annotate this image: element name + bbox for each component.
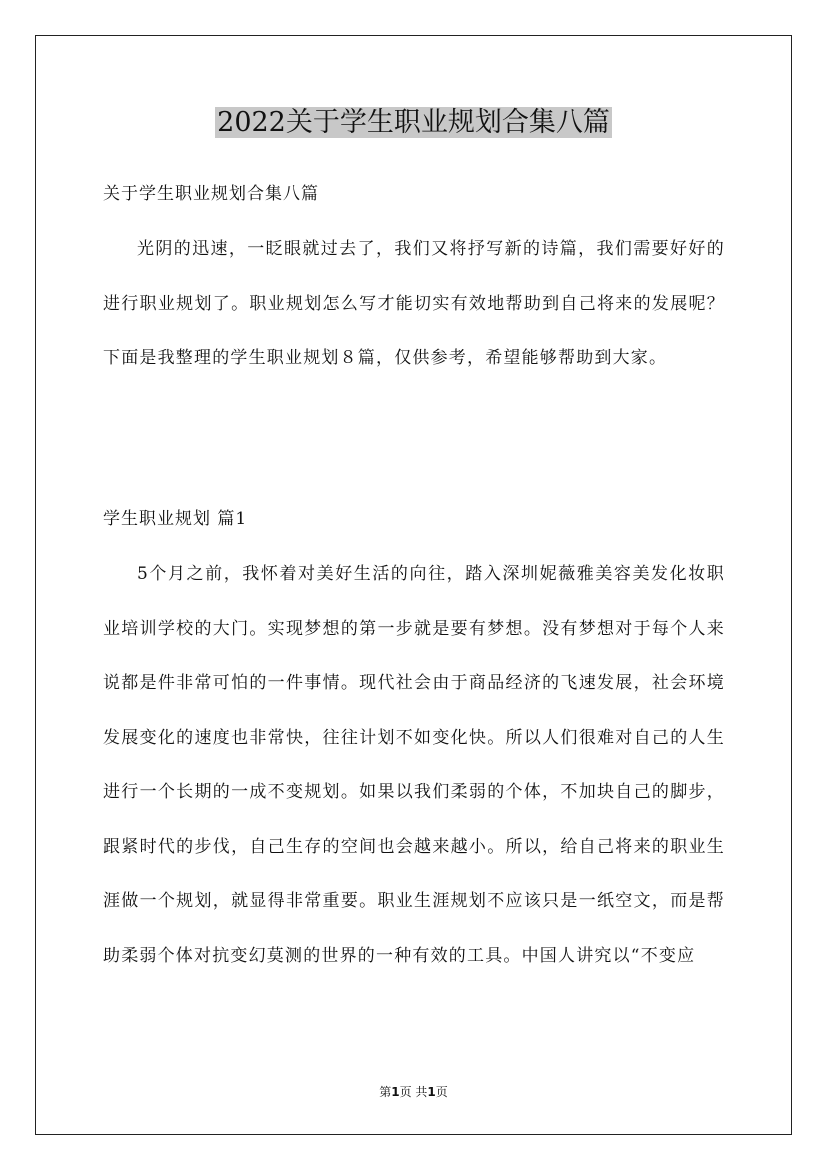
footer-page-number: 1 bbox=[391, 1085, 400, 1099]
footer-page-mid: 页 共 bbox=[399, 1085, 428, 1099]
footer-page-suffix: 页 bbox=[435, 1085, 448, 1099]
section-paragraph: 5个月之前，我怀着对美好生活的向往，踏入深圳妮薇雅美容美发化妆职业培训学校的大门。实现梦想的第一步就是要有梦想。没有梦想对于每个人来说都是件非常可怕的一件事情。现代社会由于商品经济的飞速发展，社会环境发展变化的速度也非常快，往往计划不如变化快。所以人们很难对自己的人生进行一个长期的一成不变规划。如果以我们柔弱的个体，不加块自己的脚步，跟紧时代的步伐，自己生存的空间也会越来越小。所以，给自己将来的职业生涯做一个规划，就显得非常重要。职业生涯规划不应该只是一纸空文，而是帮助柔弱个体对抗变幻莫测的世界的一种有效的工具。中国人讲究以“不变应 bbox=[103, 564, 725, 966]
section-heading: 学生职业规划 篇1 bbox=[103, 509, 248, 529]
document-subtitle: 关于学生职业规划合集八篇 bbox=[103, 184, 319, 204]
footer-page-total: 1 bbox=[427, 1085, 436, 1099]
document-title-text: 2022关于学生职业规划合集八篇 bbox=[217, 107, 610, 138]
footer-page-prefix: 第 bbox=[379, 1085, 392, 1099]
document-title bbox=[0, 102, 827, 144]
intro-paragraph: 光阴的迅速，一眨眼就过去了，我们又将抒写新的诗篇，我们需要好好的进行职业规划了。职业规划怎么写才能切实有效地帮助到自己将来的发展呢？下面是我整理的学生职业规划８篇，仅供参考，希望能够帮助到大家。 bbox=[103, 239, 725, 368]
page-footer bbox=[0, 1082, 827, 1102]
